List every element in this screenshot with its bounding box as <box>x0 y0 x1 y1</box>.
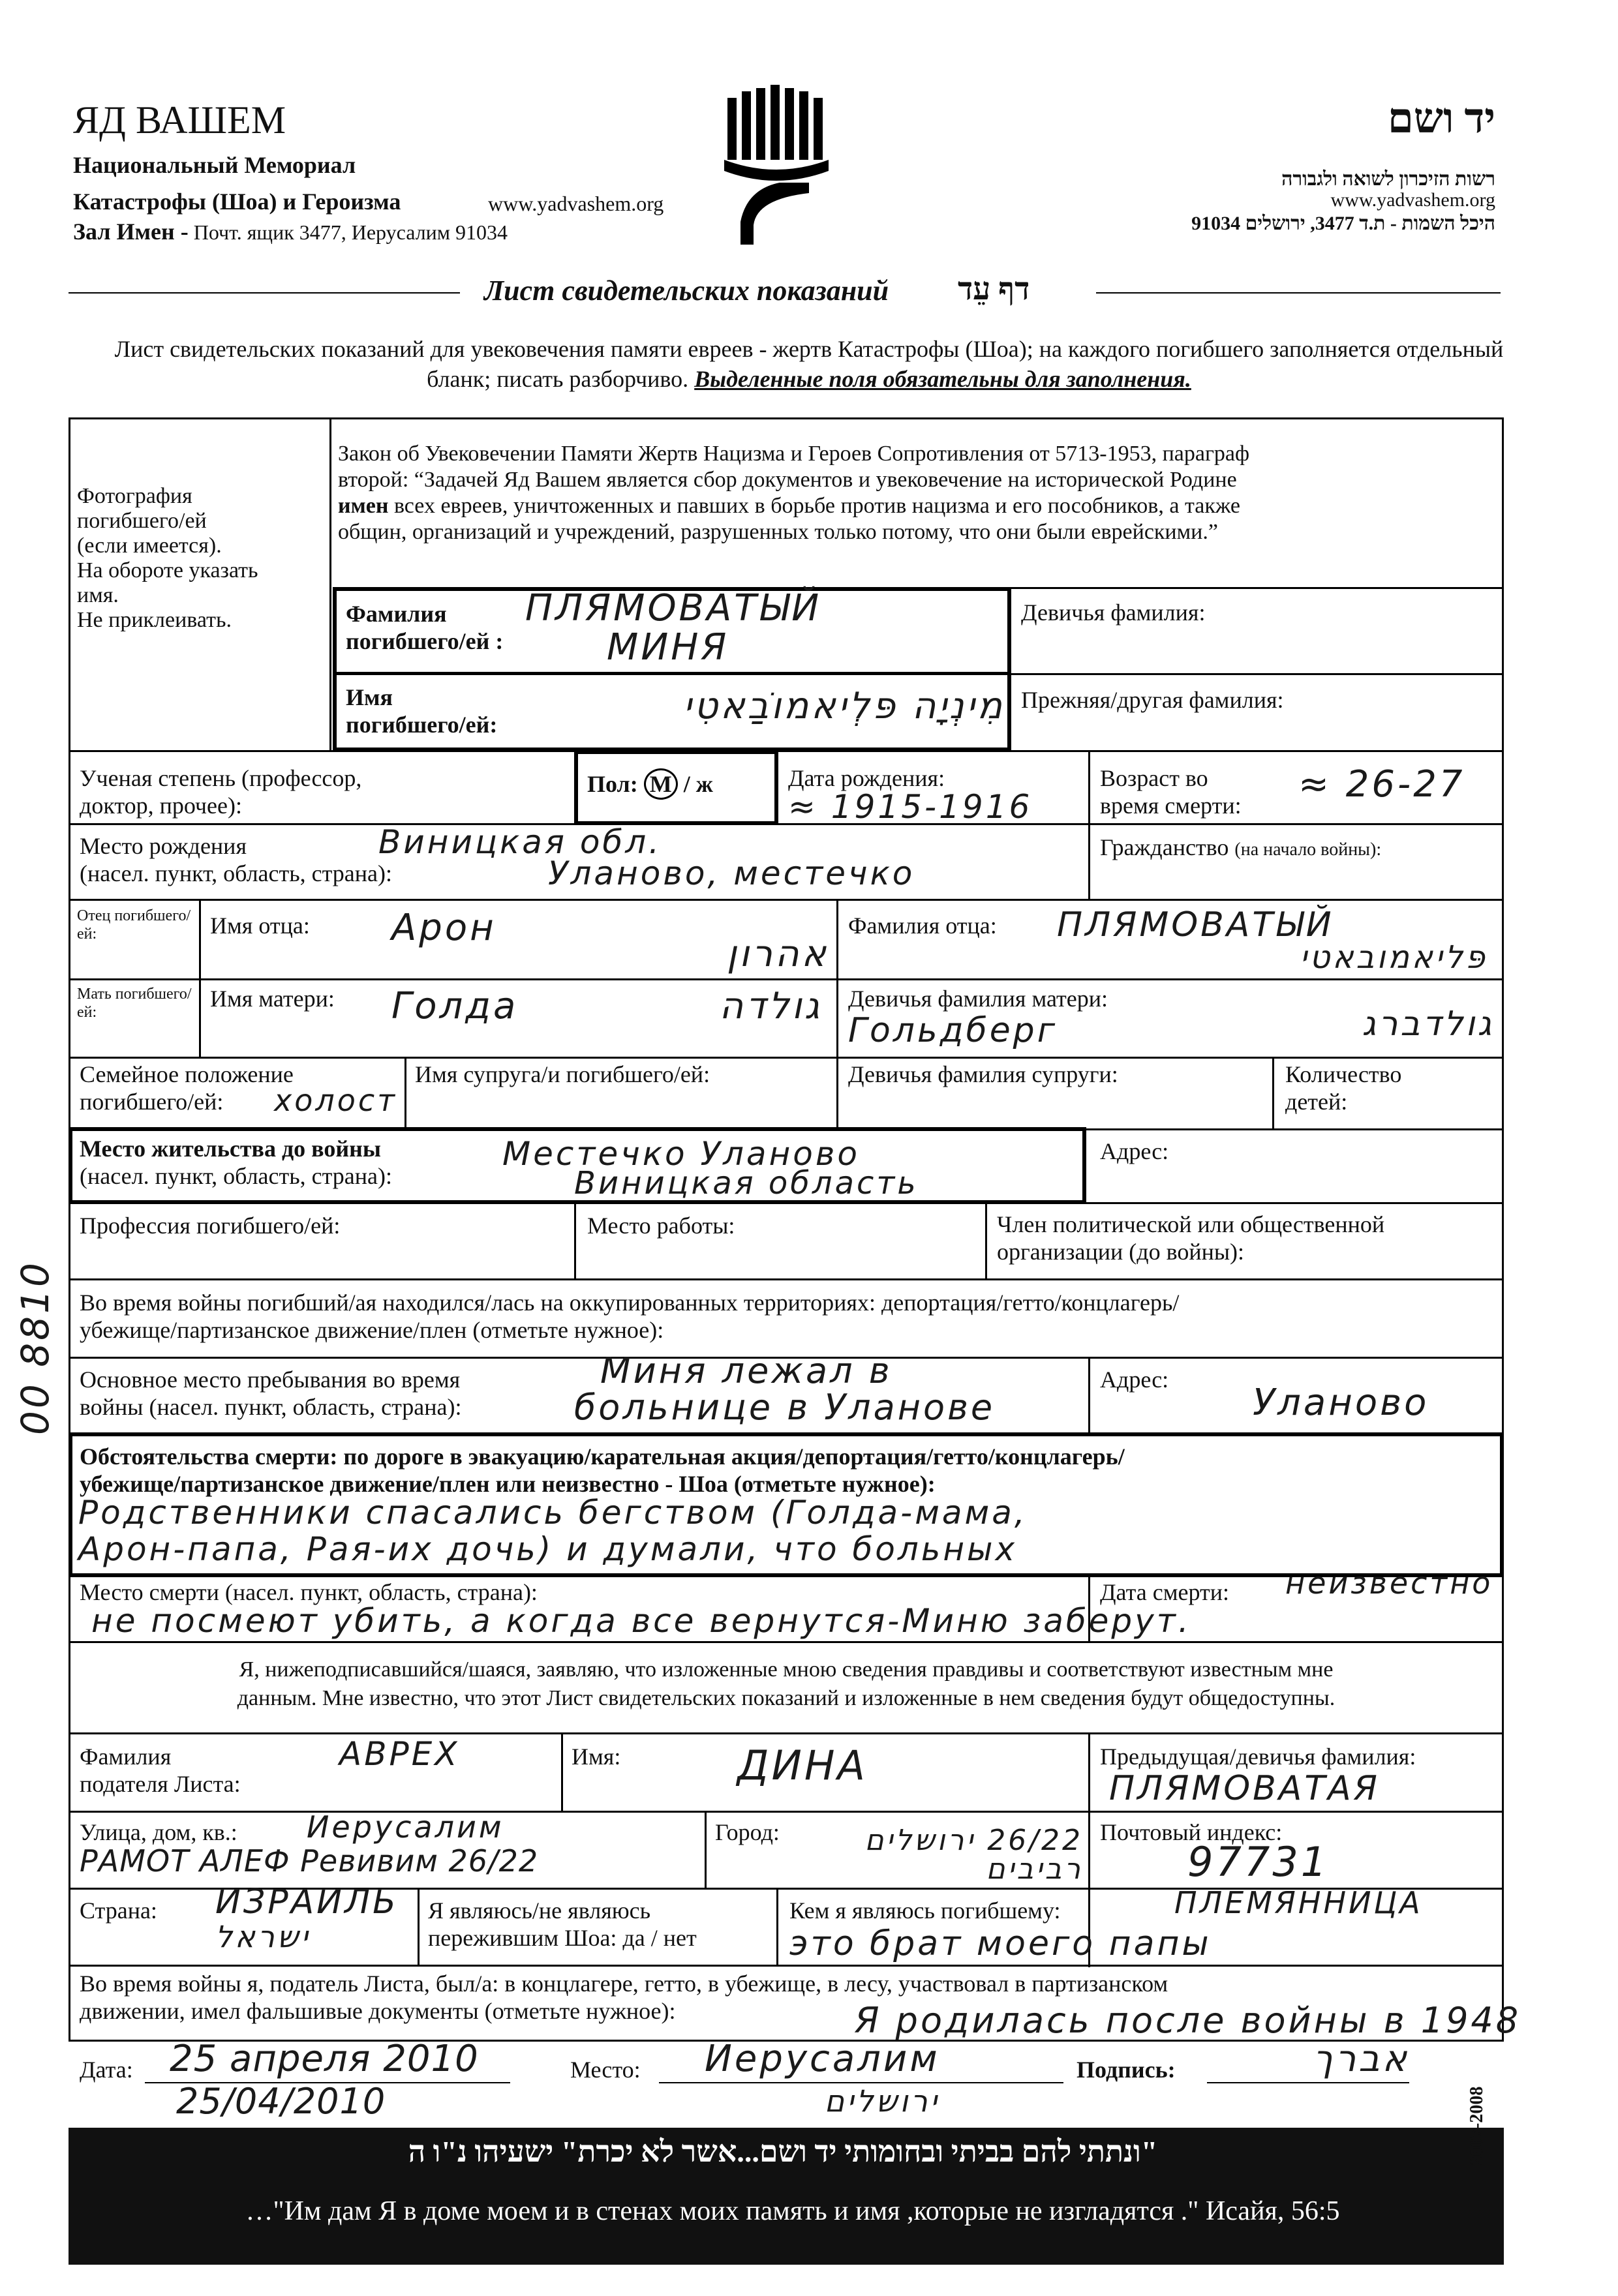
label-main-place-1: Основное место пребывания во время <box>80 1367 461 1393</box>
label-citizenship-2: (на начало войны): <box>1234 839 1382 860</box>
row16-bottom <box>69 1965 1504 1967</box>
label-birthplace <box>80 832 392 887</box>
he-website: www.yadvashem.org <box>1330 189 1495 211</box>
photo-l2: погибшего/ей <box>77 509 207 533</box>
street-divider <box>705 1811 707 1889</box>
label-member <box>997 1211 1384 1265</box>
label-death-place: Место смерти (насел. пункт, область, страна): <box>80 1579 538 1605</box>
value-sub-war: Я родилась после войны в 1948 <box>855 2000 1521 2041</box>
label-sub-maiden: Предыдущая/девичья фамилия: <box>1100 1744 1416 1770</box>
label-children-2: детей: <box>1285 1089 1348 1115</box>
intro-text: Лист свидетельских показаний для увековечения памяти евреев - жертв Катастрофы (Шоа); на каждого погибшего заполняется отдельный бланк; писать разборчиво. <box>114 336 1504 392</box>
value-birthplace-2: Уланово, местечко <box>548 854 915 892</box>
label-residence-2: (насел. пункт, область, страна): <box>80 1163 393 1189</box>
label-father-side: Отец погибшего/ей: <box>77 907 191 943</box>
label-relation: Кем я являюсь погибшему: <box>789 1897 1061 1924</box>
photo-l1: Фотография <box>77 484 192 508</box>
label-citizenship <box>1100 834 1381 861</box>
label-sub-surname <box>80 1743 241 1798</box>
law-bottom <box>329 750 1504 752</box>
label-marital <box>80 1061 294 1115</box>
maiden-mid <box>1011 673 1504 675</box>
label-sub-war-2: движении, имел фальшивые документы (отметьте нужное): <box>80 1998 676 2024</box>
row7-bottom <box>69 1202 1504 1204</box>
value-date-2: 25/04/2010 <box>176 2081 386 2122</box>
value-father-surname: ПЛЯМОВАТЫЙ <box>1057 905 1334 944</box>
form-title-he: דף עֵד <box>958 272 1030 307</box>
country-divider <box>418 1888 420 1966</box>
declaration-1: Я, нижеподписавшийся/шаяся, заявляю, что изложенные мною сведения правдивы и соответствуют известным мне <box>239 1657 1334 1682</box>
label-maiden: Девичья фамилия: <box>1021 599 1206 626</box>
label-zip: Почтовый индекс: <box>1100 1819 1283 1845</box>
label-wartime <box>80 1289 1179 1344</box>
value-main-place-1: Миня лежал в <box>600 1350 893 1391</box>
yad-vashem-logo <box>718 85 835 248</box>
value-country-he: ישראל <box>215 1919 311 1954</box>
label-sub-war-1: Во время войны я, податель Листа, был/а: в концлагере, гетто, в убежище, в лесу, участвовал в партизанском <box>80 1971 1168 1997</box>
law-l3: всех евреев, уничтоженных и павших в борьбе против нацизма и его пособников, а также <box>393 494 1240 518</box>
label-sex <box>587 768 713 800</box>
value-first-name: МИНЯ <box>607 626 729 669</box>
value-relation-2: это брат моего папы <box>789 1924 1212 1963</box>
value-residence-1: Местечко Уланово <box>502 1135 860 1173</box>
label-first-name-1: Имя <box>346 684 393 710</box>
name-row-divider <box>333 672 1011 675</box>
sex-male-option[interactable]: М <box>644 768 678 800</box>
value-main-address: Уланово <box>1253 1382 1429 1424</box>
parent-side-divider <box>199 899 201 1058</box>
label-mother-side: Мать погибшего/ей: <box>77 986 192 1021</box>
label-main-place-2: войны (насел. пункт, область, страна): <box>80 1394 462 1420</box>
footer-he-quote: "ונתתי להם בביתי ובחומותי יד ושם...אשר לא יכרת" ישעיהו נ"ו ה <box>408 2135 1158 2168</box>
label-address: Адрес: <box>1100 1138 1169 1164</box>
value-mother-maiden: Гольдберг <box>848 1011 1058 1050</box>
label-circumstances <box>80 1443 1489 1498</box>
value-place: Иерусалим <box>705 2038 940 2080</box>
father-mid <box>836 899 838 1058</box>
row12-bottom <box>69 1641 1504 1643</box>
label-dob: Дата рождения: <box>788 765 945 791</box>
label-profession: Профессия погибшего/ей: <box>80 1213 341 1239</box>
title-rule-right <box>1096 292 1501 294</box>
photo-l6: Не приклеивать. <box>77 608 232 632</box>
value-sub-maiden: ПЛЯМОВАТАЯ <box>1109 1769 1380 1808</box>
label-main-place <box>80 1366 462 1421</box>
label-surname-2: погибшего/ей : <box>346 628 504 654</box>
label-residence <box>80 1135 392 1190</box>
value-relation-1: ПЛЕМЯННИЦА <box>1174 1885 1423 1920</box>
form-title: Лист свидетельских показаний <box>484 275 889 307</box>
ru-address <box>73 218 508 245</box>
he-line1: רשות הזיכרון לשואה ולגבורה <box>1281 168 1495 190</box>
photo-l5: имя. <box>77 583 119 607</box>
value-first-name-he: מִינְיָה פּלְיאמוֹבַאטִי <box>683 685 1005 727</box>
label-mother-maiden: Девичья фамилия матери: <box>848 986 1108 1012</box>
label-member-2: организации (до войны): <box>997 1239 1245 1265</box>
row13-bottom <box>69 1732 1504 1734</box>
marital-divider <box>404 1057 406 1128</box>
spouse-divider <box>836 1057 838 1128</box>
label-circumstances-title: Обстоятельства смерти: <box>80 1443 338 1470</box>
value-surname: ПЛЯМОВАТЫЙ <box>525 587 822 629</box>
value-date-1: 25 апреля 2010 <box>170 2038 479 2080</box>
margin-note: 00 8810 <box>13 1260 57 1435</box>
label-birthplace-2: (насел. пункт, область, страна): <box>80 860 393 886</box>
label-city: Город: <box>715 1819 780 1845</box>
label-signature: Подпись: <box>1076 2057 1176 2083</box>
label-main-address: Адрес: <box>1100 1367 1169 1393</box>
law-text <box>338 441 1493 545</box>
label-citizenship-1: Гражданство <box>1100 834 1229 860</box>
header <box>0 0 1618 307</box>
value-father-name-he: אהרון <box>726 933 829 975</box>
label-date: Дата: <box>80 2057 133 2083</box>
intro-emphasis: Выделенные поля обязательны для заполнения. <box>694 366 1191 392</box>
label-wartime-2: убежище/партизанское движение/плен (отметьте нужное): <box>80 1317 664 1343</box>
label-surname-1: Фамилия <box>346 601 447 627</box>
label-marital-2: погибшего/ей: <box>80 1089 224 1115</box>
label-degree-2: доктор, прочее): <box>80 793 242 819</box>
work-divider <box>985 1202 987 1278</box>
declaration-2: данным. Мне известно, что этот Лист свидетельских показаний и изложенные в нем сведения будут общедоступны. <box>237 1686 1336 1710</box>
value-city-2: רביבים <box>986 1852 1083 1886</box>
label-survivor <box>428 1897 697 1952</box>
intro <box>91 334 1527 394</box>
label-street: Улица, дом, кв.: <box>80 1819 237 1845</box>
label-spouse: Имя супруга/и погибшего/ей: <box>415 1061 710 1087</box>
he-line3: היכל השמות - ת.ד 3477, ירושלים 91034 <box>1191 213 1495 234</box>
row2-bottom <box>69 823 1504 825</box>
photo-divider <box>329 417 331 750</box>
value-mother-maiden-he: גולדברג <box>1362 1004 1494 1044</box>
value-main-place-2: больнице в Уланове <box>574 1387 996 1428</box>
ru-website: www.yadvashem.org <box>488 192 664 215</box>
label-degree <box>80 764 361 819</box>
age-left <box>1088 750 1090 900</box>
law-l2: второй: “Задачей Яд Вашем является сбор документов и увековечение на исторической Родине <box>338 468 1237 492</box>
label-member-1: Член политической или общественной <box>997 1211 1385 1237</box>
label-degree-1: Ученая степень (профессор, <box>80 765 362 791</box>
label-birthplace-1: Место рождения <box>80 833 247 859</box>
label-sub-surname-1: Фамилия <box>80 1744 172 1770</box>
value-marital: холост <box>274 1083 397 1118</box>
title-rule-left <box>69 292 460 294</box>
law-l3-bold: имен <box>338 494 389 518</box>
ru-line1: Национальный Мемориал <box>73 152 356 178</box>
photo-box <box>77 484 325 633</box>
side-code: 2007-2008 <box>1467 2086 1487 2166</box>
value-zip: 97731 <box>1187 1838 1330 1886</box>
mainplace-divider <box>1088 1357 1090 1435</box>
ru-title: ЯД ВАШЕМ <box>73 98 286 142</box>
value-sub-name: ДИНА <box>737 1742 868 1789</box>
label-circumstances-2: убежище/партизанское движение/плен или неизвестно - Шоа (отметьте нужное): <box>80 1471 936 1497</box>
label-country: Страна: <box>80 1897 157 1924</box>
label-sub-surname-2: подателя Листа: <box>80 1771 241 1797</box>
value-death-date: неизвестно <box>1285 1565 1493 1601</box>
value-mother-name-he: גולדה <box>719 985 822 1027</box>
value-circ-2: Арон-папа, Рая-их дочь) и думали, что больных <box>78 1530 1018 1568</box>
photo-l3: (если имеется). <box>77 534 222 558</box>
value-sub-surname: АВРЕХ <box>339 1735 460 1773</box>
label-age-1: Возраст во <box>1100 765 1208 791</box>
label-residence-1: Место жительства до войны <box>80 1136 381 1162</box>
value-circ-1: Родственники спасались бегством (Голда-мама, <box>78 1494 1028 1532</box>
footer-ru-quote: …"Им дам Я в доме моем и в стенах моих память и имя ,которые не изгладятся ." Исайя, 56:5 <box>245 2196 1340 2226</box>
ru-line3-bold: Зал Имен - <box>73 219 189 245</box>
maiden-top <box>1011 587 1504 589</box>
label-marital-1: Семейное положение <box>80 1061 294 1087</box>
value-circ-3: не посмеют убить, а когда все вернутся-Миню заберут. <box>91 1602 1191 1640</box>
label-father-surname: Фамилия отца: <box>848 913 997 939</box>
label-sex-text: Пол: <box>587 771 638 797</box>
value-place-he: ירושלים <box>824 2083 939 2119</box>
label-children <box>1285 1061 1401 1115</box>
value-country: ИЗРАИЛЬ <box>215 1882 399 1922</box>
label-spouse-maiden: Девичья фамилия супруги: <box>848 1061 1118 1087</box>
value-father-surname-he: פּליאמובאטי <box>1300 939 1488 976</box>
label-death-date: Дата смерти: <box>1100 1579 1230 1605</box>
signature: אברך <box>1313 2038 1409 2080</box>
row4-bottom <box>69 978 1504 980</box>
law-l4: общин, организаций и учреждений, разрушенных только потому, что они были еврейскими.” <box>338 520 1218 544</box>
row8-bottom <box>69 1278 1504 1280</box>
prof-divider <box>574 1202 576 1278</box>
value-dob: ≈ 1915-1916 <box>788 788 1033 826</box>
row1-bottom <box>69 750 333 752</box>
ru-line2: Катастрофы (Шоа) и Героизма <box>73 189 401 215</box>
law-l1: Закон об Увековечении Памяти Жертв Нацизма и Героев Сопротивления от 5713-1953, параграф <box>338 442 1250 466</box>
value-street-1: Иерусалим <box>307 1809 504 1845</box>
signature-underline <box>1207 2082 1409 2083</box>
label-first-name-2: погибшего/ей: <box>346 712 498 738</box>
label-sub-name: Имя: <box>572 1744 621 1770</box>
sex-female-option[interactable]: / ж <box>683 771 713 797</box>
value-birthplace-1: Виницкая обл. <box>378 823 662 861</box>
label-mother-name: Имя матери: <box>210 986 335 1012</box>
label-circumstances-rest: по дороге в эвакуацию/карательная акция/депортация/гетто/концлагерь/ <box>343 1443 1125 1470</box>
label-children-1: Количество <box>1285 1061 1402 1087</box>
ru-line3: Почт. ящик 3477, Иерусалим 91034 <box>193 220 508 244</box>
label-age <box>1100 764 1242 819</box>
label-circumstances-1 <box>80 1443 1489 1470</box>
label-first-name <box>346 684 497 738</box>
value-mother-name: Голда <box>391 985 519 1027</box>
survivor-yes-no[interactable]: пережившим Шоа: да / нет <box>428 1925 697 1951</box>
sub-name-div1 <box>561 1732 563 1811</box>
value-age: ≈ 26-27 <box>1298 763 1465 806</box>
label-workplace: Место работы: <box>587 1213 735 1239</box>
label-prev-surname: Прежняя/другая фамилия: <box>1021 687 1284 713</box>
value-father-name: Арон <box>391 907 496 949</box>
survivor-divider <box>776 1888 778 1966</box>
label-surname <box>346 600 503 655</box>
row14-bottom <box>69 1811 1504 1813</box>
label-wartime-1: Во время войны погибший/ая находился/лась на оккупированных территориях: депортация/гетто/концлагерь/ <box>80 1290 1180 1316</box>
row3-bottom <box>69 899 1504 901</box>
declaration <box>78 1655 1494 1713</box>
survivor-option[interactable]: Я являюсь/не являюсь <box>428 1897 651 1924</box>
value-street-2: РАМОТ АЛЕФ Ревивим 26/22 <box>80 1843 539 1879</box>
label-father-name: Имя отца: <box>210 913 310 939</box>
he-title: יד ושם <box>1387 95 1495 142</box>
photo-l4: На обороте указать <box>77 558 258 582</box>
law-l3-wrap <box>338 493 1493 519</box>
value-residence-2: Виницкая область <box>574 1165 919 1201</box>
label-age-2: время смерти: <box>1100 793 1242 819</box>
children-divider <box>1272 1057 1274 1128</box>
label-place: Место: <box>570 2057 641 2083</box>
value-city: 26/22 ירושלים <box>864 1824 1083 1857</box>
row5-bottom <box>69 1057 1504 1059</box>
